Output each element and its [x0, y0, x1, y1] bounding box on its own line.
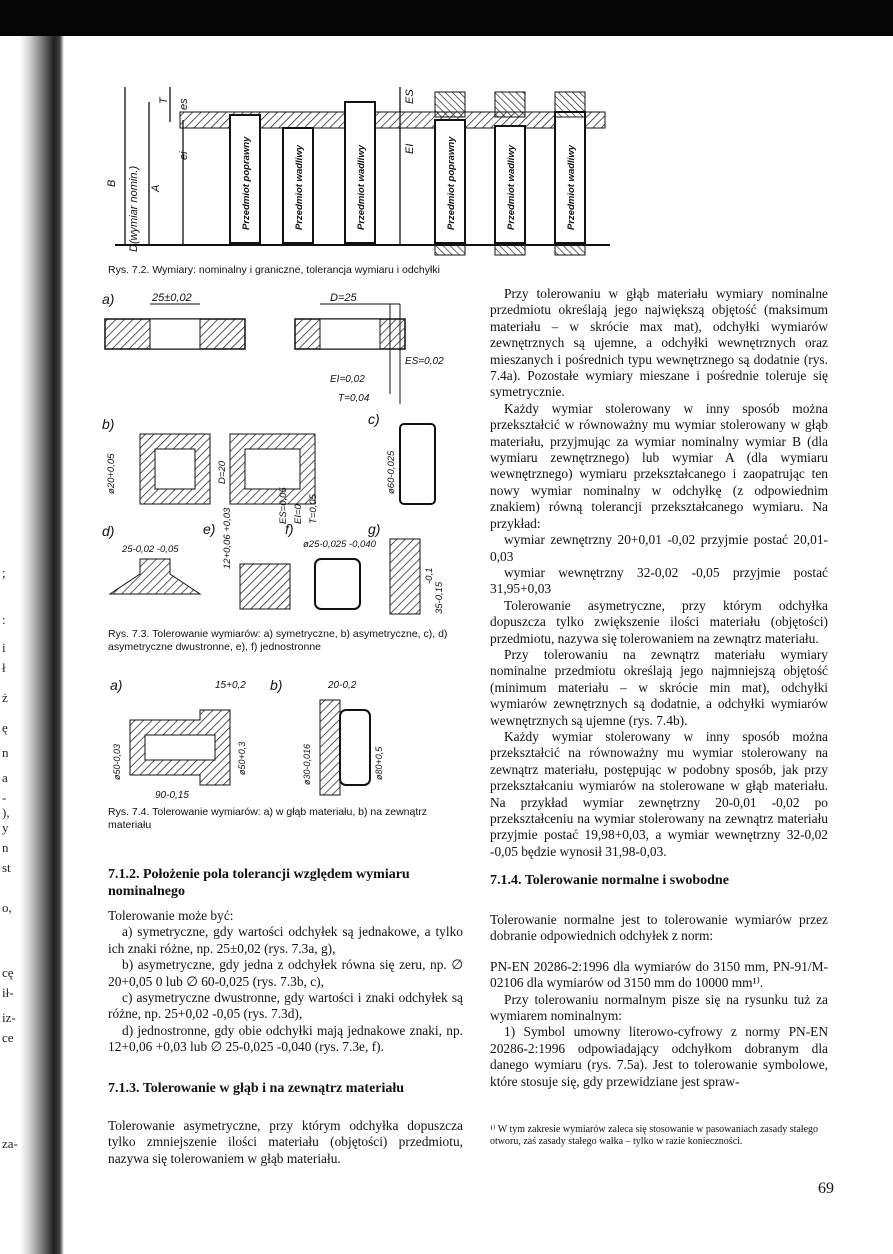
label-ei: ei — [178, 151, 190, 160]
fig74-l4: ø50+0,3 — [237, 741, 247, 775]
fig73-d: d) — [102, 523, 115, 539]
item-asymmetric: b) asymetryczne, gdy jedna z odchyłek równa się zeru, np. ∅ 20+0,05 0 lub ∅ 60-0,025 (rys. 7.3b, c), — [108, 957, 463, 989]
figure-7-3-caption: Rys. 7.3. Tolerowanie wymiarów: a) symetryczne, b) asymetryczne, c), d) asymetryczne dwustronne, e), f) jednostronne — [108, 628, 448, 653]
fig73-ES: ES=0,02 — [405, 356, 444, 367]
fig73-b: b) — [102, 416, 115, 432]
edge-fragment: - — [2, 790, 7, 805]
paragraph-norms: PN-EN 20286-2:1996 dla wymiarów do 3150 mm, PN-91/M-02106 dla wymiarów od 3150 mm do 10000 mm¹⁾. — [490, 958, 828, 991]
fig74-l5: 20-0,2 — [328, 680, 357, 691]
label-EI: EI — [404, 143, 416, 154]
fig74-l1: 15+0,2 — [215, 680, 246, 691]
fig73-a: a) — [102, 291, 115, 307]
paragraph-drawing-note: Przy tolerowaniu normalnym pisze się na rysunku tuż za wymiarem nominalnym: — [490, 991, 828, 1024]
fig73-b4: EI=0 — [293, 504, 304, 524]
paragraph-convert-outside: Każdy wymiar stolerowany w inny sposób można przekształcić na równoważny mu wymiar stolerowany na zewnątrz materiału, postępując w podobny sposób, jak przy przekształcaniu wymiarów na stolerowane w głąb materiału. Na przykład wymiar zewnętrzny 20-0,01 -0,02 po przekształceniu na wymiar stolerowany na zewnątrz materiału przyjmie postać 19,98+0,03, a wymiar wewnętrzny 32-0,02 -0,05 będzie wynosił 31,98-0,03. — [490, 728, 828, 859]
fig73-g2: -0,1 — [424, 567, 435, 584]
right-column-lower — [490, 912, 828, 1090]
figure-7-2 — [95, 82, 615, 262]
fig73-e1: 12+0,06 +0,03 — [222, 507, 233, 569]
label-A: A — [150, 184, 162, 192]
box-label-4: Przedmiot poprawny — [446, 136, 457, 230]
figure-7-4-caption: Rys. 7.4. Tolerowanie wymiarów: a) w głąb materiału, b) na zewnątrz materiału — [108, 806, 428, 831]
heading-7-1-2: 7.1.2. Położenie pola tolerancji względem wymiaru nominalnego — [108, 867, 410, 899]
fig73-g: g) — [368, 521, 381, 537]
box-label-1: Przedmiot poprawny — [241, 136, 252, 230]
edge-fragment: ł — [2, 660, 6, 675]
edge-fragment: y — [2, 820, 9, 835]
fig73-f1: ø25-0,025 -0,040 — [303, 539, 376, 550]
scan-binding-edge — [0, 36, 64, 1254]
fig74-a: a) — [110, 677, 123, 693]
heading-7-1-3: 7.1.3. Tolerowanie w głąb i na zewnątrz materiału — [108, 1081, 405, 1096]
left-column-last — [108, 1118, 463, 1167]
fig73-e: e) — [203, 521, 216, 537]
fig73-b3: ES=0,05 — [278, 487, 289, 524]
fig74-l3: ø50-0,03 — [112, 743, 122, 780]
fig73-b5: T=0,05 — [308, 494, 319, 524]
paragraph-outside-definition: Tolerowanie asymetryczne, przy którym odchyłka dopuszcza tylko zwiększenie ilości materiału (objętości) przedmiotu, nazywa się tolerowaniem na zewnątrz materiału. — [490, 597, 828, 646]
label-D: D(wymiar nomin.) — [128, 165, 140, 252]
fig74-l2: 90-0,15 — [155, 790, 189, 801]
footnote: ¹⁾ W tym zakresie wymiarów zaleca się stosowanie w pasowaniach zasady stałego otworu, zaś zasady stałego wałka – tylko w razie konieczności. — [490, 1124, 819, 1147]
paragraph-convert-deep: Każdy wymiar stolerowany w inny sposób można przekształcić w równoważny mu wymiar stolerowany w głąb materiału, przyjmując za wymiar nominalny wymiar B (dla wymiaru zewnętrznego) lub wymiar A (dla wymiaru wewnętrznego) wymiaru przekształcanego i zaopatrując ten nowy wymiar nominalny w odchyłkę (z odpowiednim znakiem) równą tolerancji przekształcanego wymiaru. Na przykład: — [490, 400, 828, 531]
paragraph-outside-material: Przy tolerowaniu na zewnątrz materiału wymiary nominalne przedmiotu określają jego najmniejszą objętość (minimum materiału – w skrócie min mat), odchyłki wymiarów zewnętrznych są dodatnie, a odchyłki wymiarów wewnętrznych są ujemne (rys. 7.4b). — [490, 646, 828, 728]
edge-fragment: n — [2, 840, 9, 855]
example-line-2: wymiar wewnętrzny 32-0,02 -0,05 przyjmie postać 31,95+0,03 — [490, 564, 828, 597]
fig73-b1: ø20+0,05 — [106, 453, 117, 494]
item-symmetric: a) symetryczne, gdy wartości odchyłek są jednakowe, a tylko ich znaki różne, np. 25±0,02 (rys. 7.3a, g), — [108, 924, 463, 956]
edge-fragment: ż — [2, 690, 8, 705]
scan-top-bar — [0, 0, 893, 36]
edge-fragment: st — [2, 860, 11, 875]
fig73-f: f) — [285, 521, 294, 537]
label-es: es — [178, 98, 190, 110]
box-label-5: Przedmiot wadliwy — [506, 145, 517, 230]
fig73-c1: ø60-0,025 — [386, 450, 397, 494]
paragraph-deep-material: Przy tolerowaniu w głąb materiału wymiary nominalne przedmiotu określają jego największą objętość (maksimum materiału – w skrócie max mat), odchyłki wymiarów zewnętrznych są ujemne, a odchyłki wewnętrznych oraz mieszanych i pośrednich typu wewnętrznego są dodatnie (rys. 7.4a). Pozostałe wymiary mieszane i pośrednie toleruje się symetrycznie. — [490, 286, 828, 400]
fig73-d1: 25-0,02 -0,05 — [122, 544, 179, 555]
fig74-b: b) — [270, 677, 283, 693]
edge-fragment: za- — [2, 1136, 18, 1151]
figure-7-3 — [100, 284, 460, 624]
right-column — [490, 286, 828, 860]
paragraph-deep-definition: Tolerowanie asymetryczne, przy którym odchyłka dopuszcza tylko zmniejszenie ilości materiału (objętości) przedmiotu, nazywa się tolerowaniem w głąb materiału. — [108, 1118, 463, 1166]
tolerancing-intro: Tolerowanie może być: — [108, 908, 234, 923]
edge-fragment: ), — [2, 805, 10, 820]
edge-fragment: ; — [2, 565, 6, 580]
page-number: 69 — [818, 1180, 834, 1197]
box-label-2: Przedmiot wadliwy — [294, 145, 305, 230]
edge-fragment: n — [2, 745, 9, 760]
fig73-dim-a: 25±0,02 — [152, 292, 192, 304]
edge-fragment: ę — [2, 720, 8, 735]
fig73-EI: EI=0,02 — [330, 374, 365, 385]
box-label-3: Przedmiot wadliwy — [356, 145, 367, 230]
fig73-c: c) — [368, 411, 380, 427]
edge-fragment: o, — [2, 900, 12, 915]
left-column-lower — [108, 908, 463, 1056]
item-one-sided: d) jednostronne, gdy obie odchyłki mają jednakowe znaki, np. 12+0,06 +0,03 lub ∅ 25-0,025 -0,040 (rys. 7.3e, f). — [108, 1022, 463, 1055]
edge-fragment: ił- — [2, 985, 14, 1000]
paragraph-symbol: 1) Symbol umowny literowo-cyfrowy z normy PN-EN 20286-2:1996 odpowiadający odchyłkom dobranym dla danego wymiaru (rys. 7.5a). Jest to tolerowanie symbolowe, które stosuje się, gdy przewidziane jest spraw- — [490, 1024, 828, 1089]
edge-fragment: : — [2, 612, 6, 627]
figure-7-4 — [100, 670, 480, 805]
edge-fragment: a — [2, 770, 8, 785]
fig73-dim-D: D=25 — [330, 292, 357, 304]
fig74-l7: ø80+0,5 — [374, 746, 384, 780]
edge-fragment: iz- — [2, 1010, 16, 1025]
label-ES: ES — [404, 89, 416, 104]
fig73-T: T=0,04 — [338, 393, 370, 404]
edge-fragment: ce — [2, 1030, 14, 1045]
item-asymmetric-two-sided: c) asymetryczne dwustronne, gdy wartości i znaki odchyłek są różne, np. 25+0,02 -0,05 (rys. 7.3d), — [108, 990, 463, 1022]
fig73-g1: 35-0,15 — [434, 581, 445, 614]
fig74-l6: ø30-0,016 — [302, 743, 312, 785]
figure-7-2-caption: Rys. 7.2. Wymiary: nominalny i graniczne, tolerancja wymiaru i odchyłki — [108, 264, 440, 276]
label-T: T — [158, 97, 170, 104]
example-line-1: wymiar zewnętrzny 20+0,01 -0,02 przyjmie postać 20,01-0,03 — [490, 532, 828, 564]
heading-7-1-4: 7.1.4. Tolerowanie normalne i swobodne — [490, 873, 729, 888]
box-label-6: Przedmiot wadliwy — [566, 145, 577, 230]
edge-fragment: i — [2, 640, 6, 655]
label-B: B — [106, 179, 118, 187]
paragraph-normal-tolerancing: Tolerowanie normalne jest to tolerowanie wymiarów przez dobranie odpowiednich odchyłek z norm: — [490, 912, 828, 944]
fig73-b2: D=20 — [217, 461, 228, 484]
edge-fragment: cę — [2, 965, 14, 980]
